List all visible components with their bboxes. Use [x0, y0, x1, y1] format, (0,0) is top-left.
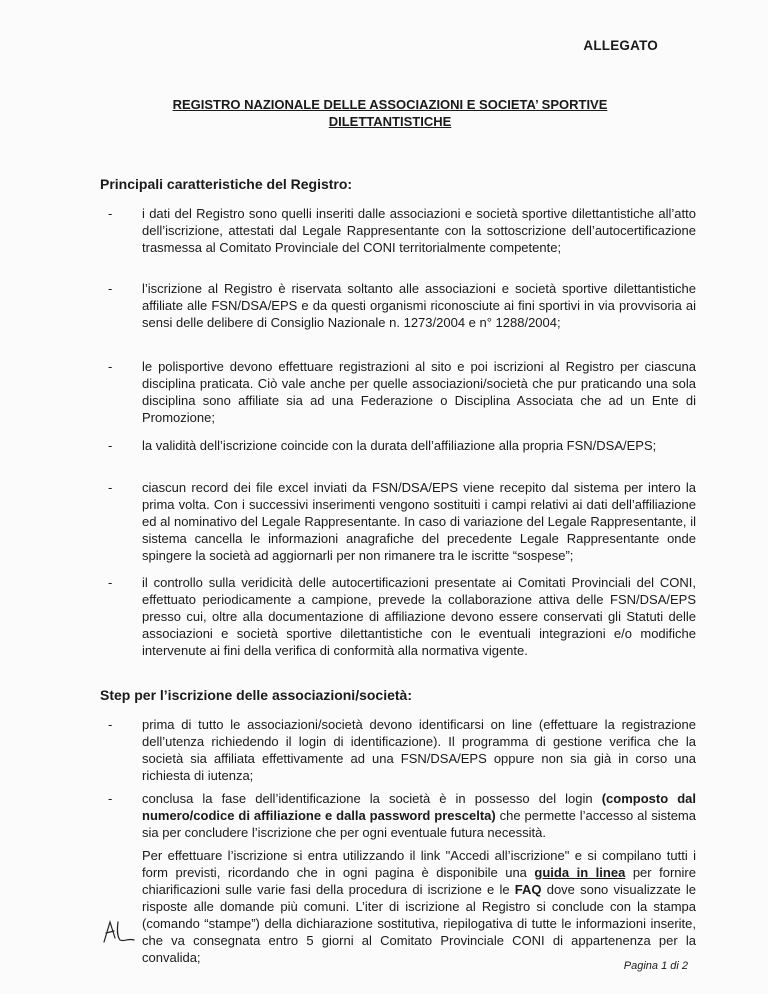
login-composition-bold: (composto dal numero/codice di affiliazione e dalla password prescelta)	[142, 791, 696, 823]
document-title	[100, 96, 680, 130]
list-item-text: i dati del Registro sono quelli inseriti dalle associazioni e società sportive dilettantistiche all’atto dell’iscrizione, attestati dal Legale Rappresentante con la sottoscrizione dell’autocertificazione trasmessa al Comitato Provinciale del CONI territorialmente competente;	[142, 206, 696, 255]
list-item	[108, 205, 696, 256]
allegato-label: ALLEGATO	[583, 38, 658, 53]
section-heading-step-iscrizione: Step per l’iscrizione delle associazioni/società:	[100, 687, 412, 703]
list-item-text: ciascun record dei file excel inviati da FSN/DSA/EPS viene recepito dal sistema per intero la prima volta. Con i successivi inserimenti vengono sostituiti i campi relativi ai dati dell’affiliazione ed al nominativo del Legale Rappresentante. In caso di variazione del Legale Rappresentante, il sistema cancella le informazioni anagrafiche del precedente Legale Rappresentante onde spingere la società ad aggiornarli per non rimanere tra le iscritte “sospese”;	[142, 480, 696, 563]
text-segment: Per effettuare l’iscrizione si entra utilizzando il link "Accedi all’iscrizione" e si compilano tutti i form previsti, ricordando che in ogni pagina è disponibile una	[142, 848, 696, 880]
list-dash: -	[108, 206, 113, 221]
page-number: Pagina 1 di 2	[623, 960, 688, 972]
list-item-text: l’iscrizione al Registro è riservata soltanto alle associazioni e società sportive dilettantistiche affiliate alle FSN/DSA/EPS e da questi organismi riconosciute ai fini sportivi in via provvisoria ai sensi delle delibere di Consiglio Nazionale n. 1273/2004 e n° 1288/2004;	[142, 281, 696, 330]
list-dash: -	[108, 438, 113, 453]
list-item	[108, 437, 696, 454]
text-segment: dove sono visualizzate le risposte alle domande più comuni. L’iter di iscrizione al Registro si conclude con la stampa (comando “stampe”) della dichiarazione sostitutiva, riepilogativa di tutte le informazioni inserite, che va consegnata entro 5 giorni al Comitato Provinciale CONI di appartenenza per la convalida;	[142, 882, 696, 965]
list-dash: -	[108, 281, 113, 296]
list-dash: -	[108, 480, 113, 495]
list-item-text: prima di tutto le associazioni/società devono identificarsi on line (effettuare la registrazione dell’utenza richiedendo il login di identificazione). Il programma di gestione verifica che la società sia affiliata effettivamente ad una FSN/DSA/EPS oppure non sia già in corso una richiesta di iutenza;	[142, 717, 696, 783]
list-item	[108, 574, 696, 659]
text-segment: conclusa la fase dell’identificazione la società è in possesso del login	[142, 791, 602, 806]
iscrizione-paragraph	[142, 847, 696, 966]
list-dash: -	[108, 791, 113, 806]
guida-in-linea-text: guida in linea	[534, 865, 626, 880]
list-item	[108, 790, 696, 841]
list-item-text: la validità dell’iscrizione coincide con la durata dell’affiliazione alla propria FSN/DSA/EPS;	[142, 438, 657, 453]
list-item-text	[142, 790, 696, 841]
list-dash: -	[108, 575, 113, 590]
title-line-2: DILETTANTISTICHE	[328, 114, 452, 129]
signature-mark	[100, 918, 140, 946]
title-line-1: REGISTRO NAZIONALE DELLE ASSOCIAZIONI E SOCIETA’ SPORTIVE	[172, 97, 608, 112]
text-segment: per fornire chiarificazioni sulle varie fasi della procedura di iscrizione e le	[142, 865, 696, 897]
section-heading-caratteristiche: Principali caratteristiche del Registro:	[100, 176, 353, 192]
list-item	[108, 280, 696, 331]
list-item	[108, 479, 696, 564]
list-dash: -	[108, 359, 113, 374]
list-item-text: le polisportive devono effettuare registrazioni al sito e poi iscrizioni al Registro per ciascuna disciplina praticata. Ciò vale anche per quelle associazioni/società che pur praticando una sola disciplina sono affiliate sia ad una Federazione o Disciplina Associata che ad un Ente di Promozione;	[142, 359, 696, 425]
list-item	[108, 716, 696, 784]
list-dash: -	[108, 717, 113, 732]
faq-text: FAQ	[514, 882, 542, 897]
list-item	[108, 358, 696, 426]
list-item-text: il controllo sulla veridicità delle autocertificazioni presentate ai Comitati Provinciali del CONI, effettuato periodicamente a campione, prevede la collaborazione attiva delle FSN/DSA/EPS presso cui, oltre alla documentazione di affiliazione devono essere conservati gli Statuti delle associazioni e società sportive dilettantistiche con le eventuali integrazioni e/o modifiche intervenute ai fini della verifica di conformità alla normativa vigente.	[142, 575, 696, 658]
text-segment: che permette l’accesso al sistema sia per concludere l’iscrizione che per ogni eventuale futura necessità.	[142, 808, 696, 840]
